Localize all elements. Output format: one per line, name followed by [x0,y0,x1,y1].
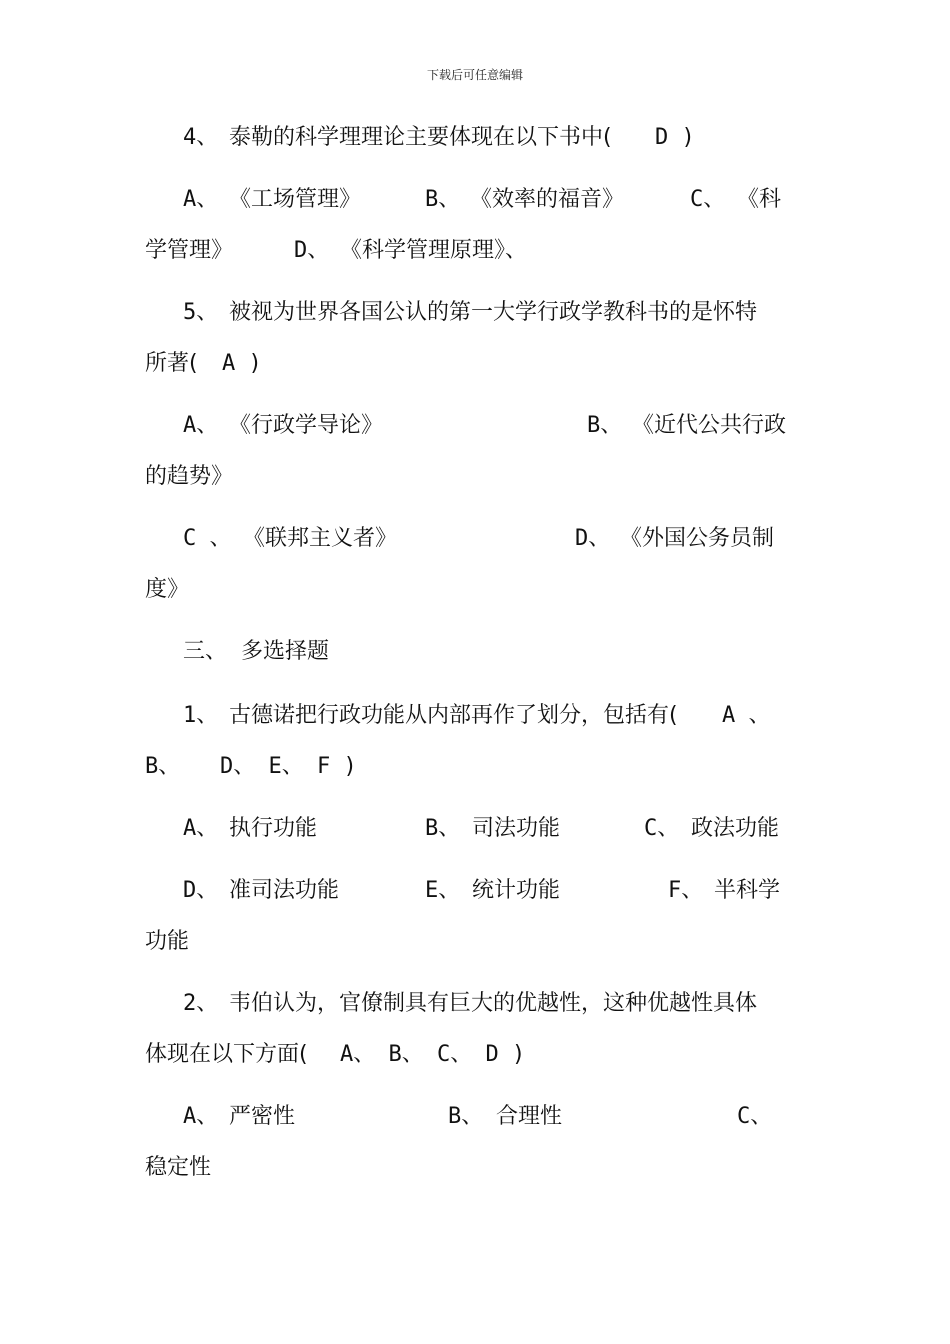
q5-option-d-text: 《外国公务员制 [620,526,775,551]
q5-option-d-label: D、 [575,526,611,551]
q5-stem-cont: 所著( [145,351,198,376]
m1-option-b-text: 司法功能 [472,816,561,841]
m2-number: 2、 [183,991,219,1016]
m1-stem: 古德诺把行政功能从内部再作了划分，包括有( [229,703,678,728]
m2-option-b-text: 合理性 [496,1104,563,1129]
q5-option-b-text: 《近代公共行政 [632,413,787,438]
q4-option-d-text: 《科学管理原理》、 [340,238,528,263]
q4-option-c-label: C、 [690,187,726,212]
m1-option-c-text: 政法功能 [691,816,780,841]
q5-answer: A ) [222,351,262,376]
q5-number: 5、 [183,300,219,325]
q5-option-b-text-cont: 的趋势》 [145,464,234,489]
m2-option-c-text: 稳定性 [145,1155,212,1180]
m1-answer: A 、 [722,703,771,728]
q4-option-a-label: A、 [183,187,219,212]
q5-stem: 被视为世界各国公认的第一大学行政学教科书的是怀特 [229,300,758,325]
m2-option-b-label: B、 [448,1104,484,1129]
q4-option-d-label: D、 [294,238,330,263]
q5-option-a-label: A、 [183,413,219,438]
page-header-note: 下载后可任意编辑 [426,68,523,82]
m1-option-e-text: 统计功能 [472,878,561,903]
m1-option-b-label: B、 [425,816,461,841]
m2-option-a-text: 严密性 [229,1104,296,1129]
q5-option-c-text: 《联邦主义者》 [243,526,398,551]
m1-option-f-text: 半科学 [714,878,781,903]
q4-stem: 泰勒的科学理理论主要体现在以下书中( [229,125,612,150]
q4-option-c-text: 《科 [737,187,782,212]
m1-option-d-label: D、 [183,878,219,903]
q5-option-a-text: 《行政学导论》 [229,413,384,438]
m2-stem: 韦伯认为，官僚制具有巨大的优越性，这种优越性具体 [229,991,758,1016]
m1-option-a-text: 执行功能 [229,816,318,841]
m1-option-c-label: C、 [644,816,680,841]
m1-option-e-label: E、 [425,878,461,903]
m1-option-d-text: 准司法功能 [229,878,340,903]
m1-answer-cont: B、 D、 E、 F ) [145,754,357,779]
m2-option-a-label: A、 [183,1104,219,1129]
m1-option-f-label: F、 [668,878,704,903]
section-3-title: 三、 多选择题 [183,639,329,664]
q5-option-d-text-cont: 度》 [145,577,190,602]
q5-option-c-label: C 、 [183,526,232,551]
q4-number: 4、 [183,125,219,150]
m2-option-c-label: C、 [737,1104,773,1129]
q4-answer: D ) [655,125,695,150]
q4-option-a-text: 《工场管理》 [229,187,362,212]
m2-stem-cont: 体现在以下方面( [145,1042,308,1067]
q4-option-c-text-cont: 学管理》 [145,238,234,263]
q4-option-b-text: 《效率的福音》 [470,187,625,212]
m1-option-f-text-cont: 功能 [145,929,190,954]
m2-answer: A、 B、 C、 D ) [340,1042,526,1067]
q4-option-b-label: B、 [425,187,461,212]
m1-number: 1、 [183,703,219,728]
q5-option-b-label: B、 [587,413,623,438]
m1-option-a-label: A、 [183,816,219,841]
